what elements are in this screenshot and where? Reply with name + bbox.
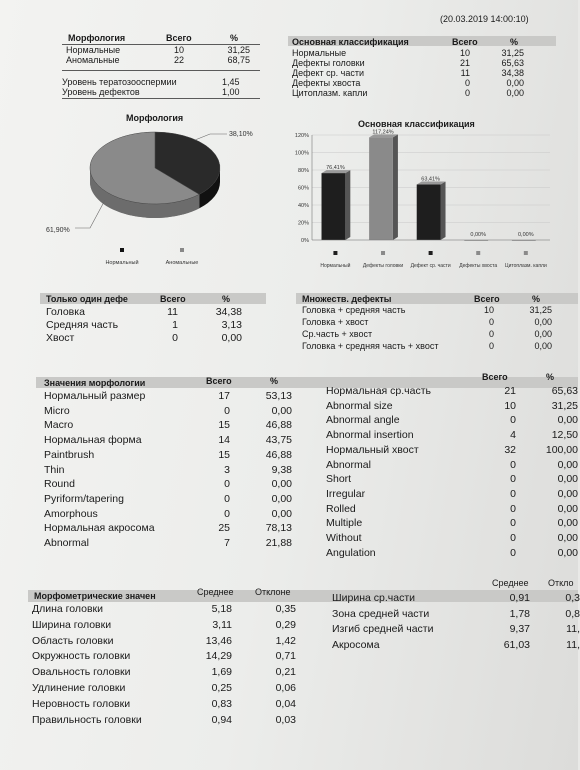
single-row-count: 0 bbox=[172, 332, 178, 344]
morphology-row-label: Аномальные bbox=[66, 55, 120, 65]
bar-data-label: 0,00% bbox=[470, 232, 487, 238]
morphometric-left-row-count: 13,46 bbox=[205, 634, 232, 647]
legend-swatch bbox=[429, 251, 433, 255]
values-right-row-label: Without bbox=[326, 532, 362, 544]
multi-table-title: Множеств. дефекты bbox=[302, 294, 392, 304]
bar-side bbox=[441, 182, 446, 240]
values-table-title: Значения морфологии bbox=[44, 378, 146, 388]
bar-data-label: 76,41% bbox=[326, 165, 345, 172]
morphometric-left-row-count: 0,25 bbox=[211, 682, 232, 694]
values-right-row-label: Abnormal insertion bbox=[326, 429, 414, 442]
values-left-row-label: Pyriform/tapering bbox=[44, 492, 124, 505]
values-right-row-count: 4 bbox=[510, 429, 516, 442]
values-left-row-count: 0 bbox=[224, 404, 230, 417]
multi-row-value: 31,25 bbox=[529, 305, 552, 315]
y-tick-label: 100% bbox=[294, 150, 309, 157]
divider bbox=[62, 98, 260, 99]
multi-row-label: Головка + средняя часть bbox=[302, 305, 406, 315]
bar-category-label: Дефекты хвоста bbox=[459, 263, 498, 269]
morphology-row-value: 31,25 bbox=[227, 45, 250, 55]
values-left-row-label: Нормальный размер bbox=[44, 390, 146, 402]
morphometric-left-row-label: Область головки bbox=[32, 634, 114, 647]
bar-1 bbox=[369, 137, 393, 240]
legend-swatch bbox=[120, 248, 124, 252]
morphometric-left-row-count: 14,29 bbox=[205, 650, 232, 663]
multi-row-value: 0,00 bbox=[534, 317, 552, 327]
single-row-value: 34,38 bbox=[215, 306, 242, 318]
pie-label-abnormal: 61,90% bbox=[46, 227, 70, 234]
values-right-row-label: Abnormal angle bbox=[326, 414, 400, 427]
values-left-row-count: 7 bbox=[224, 537, 230, 549]
values-left-row-value: 46,88 bbox=[265, 448, 292, 461]
values-left-row-value: 0,00 bbox=[271, 507, 292, 520]
bar-side bbox=[345, 170, 350, 240]
values-right-row-label: Abnormal size bbox=[326, 399, 393, 412]
bar-chart-title: Основная классификация bbox=[358, 119, 475, 129]
pie-chart-svg bbox=[40, 120, 280, 270]
legend-swatch bbox=[180, 248, 184, 252]
morphometric-header-dev: Отклоне bbox=[255, 587, 291, 597]
morphometric-left-row-count: 5,18 bbox=[211, 603, 232, 615]
basic-row-count: 21 bbox=[459, 58, 470, 68]
values-right-row-count: 0 bbox=[510, 532, 516, 544]
legend-swatch bbox=[476, 251, 480, 255]
values-right-row-count: 0 bbox=[510, 414, 516, 427]
values-right-row-value: 65,63 bbox=[551, 385, 578, 397]
morphometric-right-row-value: 0,3 bbox=[565, 592, 580, 604]
bar-chart-svg bbox=[280, 128, 578, 276]
morphometric-left-row-label: Неровность головки bbox=[32, 697, 131, 710]
morphology-row-count: 22 bbox=[173, 55, 184, 65]
pie-legend-label: Нормальный bbox=[105, 260, 139, 266]
bar-0 bbox=[322, 173, 346, 240]
defect-level-value: 1,00 bbox=[222, 87, 240, 97]
values-left-row-label: Нормальная акросома bbox=[44, 522, 155, 535]
morphometric-title: Морфометрические значен bbox=[34, 591, 156, 601]
values-right-row-label: Abnormal bbox=[326, 458, 371, 471]
basic-table-title: Основная классификация bbox=[292, 37, 409, 47]
multi-row-count: 0 bbox=[488, 341, 494, 351]
single-row-label: Средняя часть bbox=[46, 319, 119, 331]
values-right-row-value: 0,00 bbox=[557, 414, 578, 427]
bar-category-label: Цитоплазм. капли bbox=[504, 263, 547, 269]
values-left-row-label: Paintbrush bbox=[44, 448, 95, 461]
values-right-row-count: 0 bbox=[510, 502, 516, 515]
morphometric-left-row-count: 3,11 bbox=[212, 618, 232, 631]
multi-row-count: 0 bbox=[488, 317, 494, 327]
values-left-row-value: 53,13 bbox=[265, 390, 292, 402]
values-left-row-label: Thin bbox=[44, 463, 65, 476]
morphometric-right-row-value: 0,8 bbox=[565, 607, 580, 620]
y-tick-label: 80% bbox=[297, 168, 309, 174]
morphometric-left-row-label: Удлинение головки bbox=[32, 682, 126, 694]
values-header-pct: % bbox=[270, 376, 279, 386]
values-left-row-count: 3 bbox=[224, 463, 230, 476]
values-left-row-count: 0 bbox=[224, 478, 230, 491]
morphometric-left-row-value: 0,29 bbox=[275, 618, 296, 631]
basic-row-count: 11 bbox=[460, 68, 470, 78]
multi-header-pct: % bbox=[532, 294, 541, 304]
morphometric-right-row-value: 11, bbox=[566, 623, 580, 635]
terato-label: Уровень тератозооспермии bbox=[62, 77, 177, 87]
y-tick-label: 40% bbox=[297, 203, 309, 209]
divider bbox=[62, 70, 260, 71]
values-right-row-value: 0,00 bbox=[557, 532, 578, 544]
values-right-row-label: Нормальная ср.часть bbox=[326, 385, 432, 397]
morphometric-right-row-value: 11, bbox=[566, 638, 580, 651]
morphometric-left-row-value: 0,21 bbox=[275, 666, 296, 679]
basic-header-total: Всего bbox=[452, 37, 478, 47]
morphometric-left-row-count: 1,69 bbox=[211, 666, 232, 679]
values-right-row-count: 0 bbox=[510, 517, 516, 530]
values-right-row-value: 0,00 bbox=[557, 458, 578, 471]
bar-data-label: 63,41% bbox=[421, 176, 440, 183]
multi-header-total: Всего bbox=[474, 294, 500, 304]
bar-side bbox=[393, 134, 398, 240]
values-right-row-label: Multiple bbox=[326, 517, 363, 530]
values-right-row-count: 0 bbox=[510, 487, 516, 500]
bar-data-label: 0,00% bbox=[518, 232, 534, 238]
values-left-row-label: Micro bbox=[44, 404, 70, 417]
morphometric-left-row-label: Правильность головки bbox=[32, 713, 142, 726]
multi-row-label: Головка + средняя часть + хвост bbox=[302, 341, 439, 351]
morphology-table-title: Морфология bbox=[68, 33, 126, 43]
values-right-row-value: 31,25 bbox=[551, 399, 578, 412]
morphometric-left-row-value: 1,42 bbox=[275, 634, 296, 647]
values-right-row-count: 32 bbox=[504, 443, 516, 456]
morphometric-right-row-label: Зона средней части bbox=[332, 607, 430, 620]
morphometric-left-row-label: Ширина головки bbox=[32, 618, 112, 631]
morphometric-left-row-value: 0,71 bbox=[275, 650, 296, 663]
values-left-row-value: 0,00 bbox=[271, 492, 292, 505]
values-right-row-value: 0,00 bbox=[557, 517, 578, 530]
basic-row-label: Дефекты головки bbox=[292, 58, 365, 68]
values-left-row-value: 21,88 bbox=[265, 537, 292, 549]
morphometric-left-row-label: Окружность головки bbox=[32, 650, 131, 663]
morphometric-right-row-label: Ширина ср.части bbox=[332, 592, 415, 604]
morphometric-left-row-value: 0,04 bbox=[275, 697, 296, 710]
y-tick-label: 60% bbox=[297, 185, 309, 192]
basic-row-count: 10 bbox=[459, 48, 470, 58]
values-right-row-count: 10 bbox=[504, 399, 516, 412]
values-left-row-value: 0,00 bbox=[271, 404, 292, 417]
values-left-row-value: 78,13 bbox=[265, 522, 292, 535]
terato-value: 1,45 bbox=[222, 77, 240, 87]
multi-row-count: 0 bbox=[488, 329, 494, 339]
values-left-row-count: 0 bbox=[224, 507, 230, 520]
basic-row-label: Дефекты хвоста bbox=[292, 78, 361, 88]
legend-swatch bbox=[381, 251, 385, 255]
values-left-row-count: 14 bbox=[218, 434, 230, 447]
values-right-row-label: Нормальный хвост bbox=[326, 443, 419, 456]
values-right-row-label: Rolled bbox=[326, 502, 356, 515]
single-row-label: Головка bbox=[46, 306, 85, 318]
values-right-row-value: 0,00 bbox=[557, 487, 578, 500]
morphometric-right-row-count: 0,91 bbox=[509, 592, 530, 604]
morphometric-left-row-count: 0,83 bbox=[211, 697, 232, 710]
values-left-row-count: 15 bbox=[218, 448, 230, 461]
morphometric-header-mean: Среднее bbox=[197, 587, 234, 597]
basic-row-label: Цитоплазм. капли bbox=[292, 88, 368, 98]
values-right-row-label: Angulation bbox=[326, 546, 376, 559]
morphometric-left-row-value: 0,03 bbox=[275, 713, 296, 726]
y-tick-label: 0% bbox=[301, 238, 309, 244]
report-timestamp: (20.03.2019 14:00:10) bbox=[440, 14, 529, 24]
morphology-row-label: Нормальные bbox=[66, 45, 121, 55]
basic-header-pct: % bbox=[510, 37, 519, 47]
values-header-total: Всего bbox=[206, 376, 232, 386]
basic-row-value: 0,00 bbox=[506, 88, 524, 98]
multi-row-label: Ср.часть + хвост bbox=[302, 329, 373, 339]
values-left-row-count: 17 bbox=[218, 390, 230, 402]
values-right-row-count: 21 bbox=[504, 385, 516, 397]
morphometric-right-row-label: Акросома bbox=[332, 638, 380, 651]
single-row-count: 1 bbox=[172, 319, 178, 331]
multi-row-value: 0,00 bbox=[534, 341, 552, 351]
morphometric-left-row-count: 0,94 bbox=[211, 713, 232, 726]
values-left-row-count: 15 bbox=[218, 419, 230, 432]
pie-leader-line bbox=[75, 200, 105, 228]
defect-level-label: Уровень дефектов bbox=[62, 87, 140, 97]
basic-row-value: 65,63 bbox=[501, 58, 524, 68]
values-right-row-count: 0 bbox=[510, 473, 516, 486]
morphometric-right-row-count: 9,37 bbox=[509, 623, 530, 635]
morphology-row-count: 10 bbox=[173, 45, 184, 55]
values-right-row-count: 0 bbox=[510, 458, 516, 471]
values-left-row-label: Macro bbox=[44, 419, 74, 432]
multi-row-count: 10 bbox=[483, 305, 494, 315]
values-right-row-value: 100,00 bbox=[545, 443, 578, 456]
y-tick-label: 20% bbox=[297, 220, 309, 227]
legend-swatch bbox=[333, 251, 337, 255]
single-row-value: 3,13 bbox=[221, 319, 242, 331]
morphometric-left-row-value: 0,35 bbox=[275, 603, 296, 615]
values-right-row-value: 0,00 bbox=[557, 546, 578, 559]
single-row-value: 0,00 bbox=[221, 332, 242, 344]
values-right-row-count: 0 bbox=[510, 546, 516, 559]
values-right-row-label: Short bbox=[326, 473, 352, 486]
single-row-label: Хвост bbox=[46, 332, 75, 344]
values-left-row-value: 0,00 bbox=[271, 478, 292, 491]
values-header-pct-right: % bbox=[546, 372, 555, 382]
morphometric-left-row-label: Длина головки bbox=[32, 603, 103, 615]
values-left-row-label: Round bbox=[44, 478, 75, 491]
morphometric-header-dev-right: Откло bbox=[548, 578, 574, 588]
y-tick-label: 120% bbox=[294, 133, 309, 139]
morphology-header-total: Всего bbox=[166, 33, 192, 43]
morphometric-right-row-label: Изгиб средней части bbox=[332, 623, 434, 635]
multi-row-value: 0,00 bbox=[534, 329, 552, 339]
morphometric-right-row-count: 1,78 bbox=[509, 607, 530, 620]
values-left-row-value: 43,75 bbox=[265, 434, 292, 447]
pie-chart-title: Морфология bbox=[126, 113, 184, 123]
single-header-pct: % bbox=[222, 294, 231, 304]
single-table-title: Только один дефе bbox=[46, 294, 128, 304]
bar-category-label: Дефекты головки bbox=[362, 263, 404, 269]
basic-row-count: 0 bbox=[464, 78, 470, 88]
morphometric-right-row-count: 61,03 bbox=[503, 638, 530, 651]
pie-legend-label: Аномальные bbox=[165, 260, 199, 266]
values-left-row-count: 0 bbox=[224, 492, 230, 505]
basic-row-label: Нормальные bbox=[292, 48, 347, 58]
values-left-row-value: 9,38 bbox=[271, 463, 292, 476]
morphometric-header-mean-right: Среднее bbox=[492, 578, 529, 588]
single-header-total: Всего bbox=[160, 294, 186, 304]
values-left-row-count: 25 bbox=[218, 522, 230, 535]
basic-row-value: 31,25 bbox=[501, 48, 524, 58]
bar-category-label: Нормальный bbox=[320, 263, 351, 269]
single-row-count: 11 bbox=[167, 306, 178, 318]
morphology-row-value: 68,75 bbox=[227, 55, 250, 65]
bar-2 bbox=[417, 185, 441, 240]
morphometric-left-row-label: Овальность головки bbox=[32, 666, 131, 679]
values-right-row-value: 12,50 bbox=[551, 429, 578, 442]
values-left-row-value: 46,88 bbox=[265, 419, 292, 432]
values-left-row-label: Amorphous bbox=[44, 507, 98, 520]
values-right-row-value: 0,00 bbox=[557, 502, 578, 515]
morphology-header-pct: % bbox=[230, 33, 239, 43]
multi-row-label: Головка + хвост bbox=[302, 317, 369, 327]
bar-category-label: Дефект ср. части bbox=[410, 263, 451, 269]
values-left-row-label: Abnormal bbox=[44, 537, 89, 549]
values-right-row-value: 0,00 bbox=[557, 473, 578, 486]
values-left-row-label: Нормальная форма bbox=[44, 434, 142, 447]
basic-row-value: 0,00 bbox=[506, 78, 524, 88]
morphometric-left-row-value: 0,06 bbox=[275, 682, 296, 694]
values-right-row-label: Irregular bbox=[326, 487, 366, 500]
legend-swatch bbox=[524, 251, 528, 255]
bar-data-label: 117,24% bbox=[372, 129, 394, 136]
values-header-total-right: Всего bbox=[482, 372, 508, 382]
pie-leader-line bbox=[195, 134, 227, 140]
basic-row-label: Дефект ср. части bbox=[292, 68, 365, 78]
basic-row-count: 0 bbox=[464, 88, 470, 98]
pie-label-normal: 38,10% bbox=[229, 131, 253, 138]
basic-row-value: 34,38 bbox=[501, 68, 524, 78]
